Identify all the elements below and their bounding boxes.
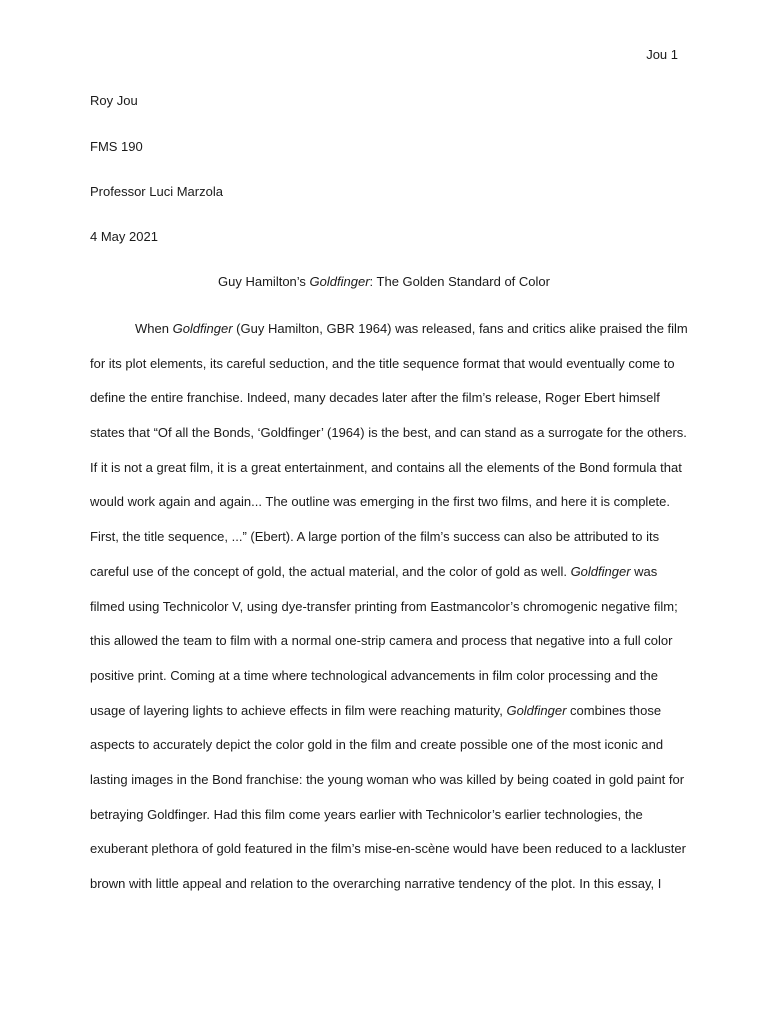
author-name: Roy Jou bbox=[90, 93, 138, 108]
course-code: FMS 190 bbox=[90, 139, 143, 154]
body-line bbox=[90, 694, 680, 729]
body-line bbox=[90, 312, 688, 347]
text-run: When bbox=[135, 321, 173, 336]
film-title: Goldfinger bbox=[506, 702, 567, 718]
body-line: If it is not a great film, it is a great entertainment, and contains all the elements of the Bond formula that bbox=[90, 459, 682, 475]
body-line: this allowed the team to film with a normal one-strip camera and process that negative into a full color bbox=[90, 633, 673, 649]
body-line: aspects to accurately depict the color gold in the film and create possible one of the most iconic and bbox=[90, 737, 664, 753]
essay-body bbox=[90, 312, 688, 902]
body-line bbox=[90, 555, 680, 590]
body-line: exuberant plethora of gold featured in the film’s mise-en-scène would have been reduced to a lackluster bbox=[90, 841, 686, 857]
professor-name: Professor Luci Marzola bbox=[90, 184, 223, 199]
title-suffix: : The Golden Standard of Color bbox=[369, 274, 550, 289]
essay-date: 4 May 2021 bbox=[90, 229, 158, 244]
body-line: positive print. Coming at a time where technological advancements in film color processing and the bbox=[90, 667, 658, 683]
body-line: First, the title sequence, ...” (Ebert). A large portion of the film’s success can also be attributed to its bbox=[90, 529, 660, 545]
film-title: Goldfinger bbox=[172, 321, 233, 336]
text-run: was bbox=[630, 563, 658, 579]
body-line: lasting images in the Bond franchise: the young woman who was killed by being coated in gold paint for bbox=[90, 771, 685, 787]
title-film: Goldfinger bbox=[309, 274, 370, 289]
text-run: combines those bbox=[566, 702, 662, 718]
text-run: usage of layering lights to achieve effects in film were reaching maturity, bbox=[90, 702, 507, 718]
page-header-number: Jou 1 bbox=[646, 47, 678, 62]
body-line: brown with little appeal and relation to the overarching narrative tendency of the plot. In this essay, I bbox=[90, 876, 662, 891]
body-line: states that “Of all the Bonds, ‘Goldfinger’ (1964) is the best, and can stand as a surrogate for the others. bbox=[90, 425, 687, 441]
text-run: (Guy Hamilton, GBR 1964) was released, fans and critics alike praised the film bbox=[232, 321, 688, 336]
body-line: filmed using Technicolor V, using dye-transfer printing from Eastmancolor’s chromogenic negative film; bbox=[90, 598, 678, 614]
body-line: betraying Goldfinger. Had this film come years earlier with Technicolor’s earlier technologies, the bbox=[90, 806, 643, 822]
body-line: define the entire franchise. Indeed, many decades later after the film’s release, Roger Ebert himself bbox=[90, 390, 660, 406]
film-title: Goldfinger bbox=[570, 563, 631, 579]
title-prefix: Guy Hamilton’s bbox=[218, 274, 310, 289]
body-line: for its plot elements, its careful seduction, and the title sequence format that would eventually come to bbox=[90, 355, 675, 371]
text-run: careful use of the concept of gold, the actual material, and the color of gold as well. bbox=[90, 563, 571, 579]
essay-title bbox=[0, 274, 768, 289]
body-line: would work again and again... The outline was emerging in the first two films, and here it is complete. bbox=[90, 494, 671, 510]
